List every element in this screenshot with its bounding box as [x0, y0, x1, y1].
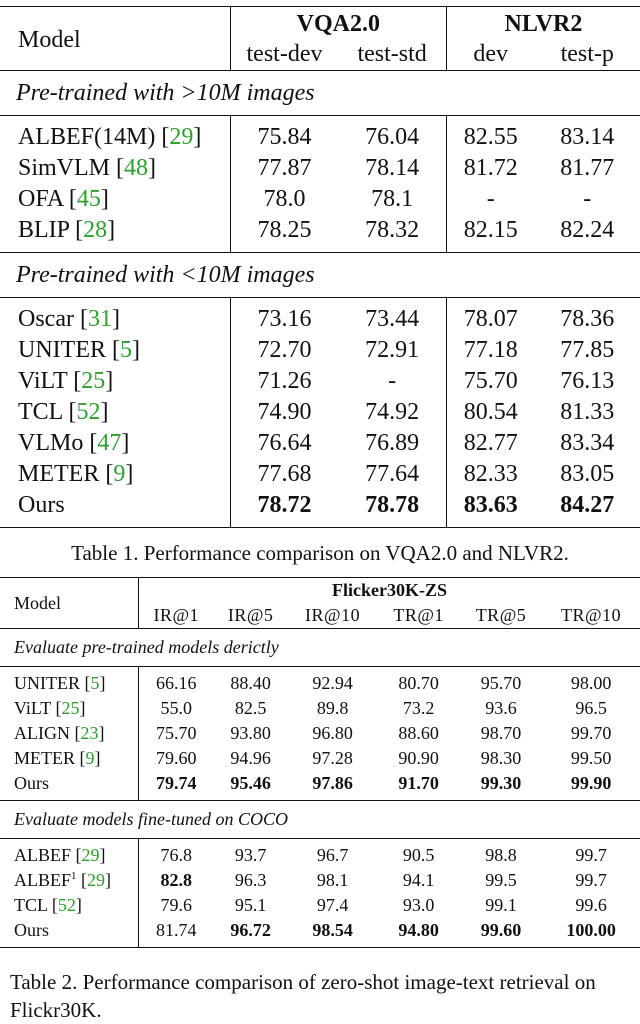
model-name: Oscar: [18, 306, 74, 332]
value-cell: 97.28: [288, 746, 378, 771]
value-cell: 98.70: [460, 721, 542, 746]
model-name: METER: [18, 461, 99, 487]
value-cell: 75.84: [230, 116, 338, 154]
table2-section-title: Evaluate pre-trained models derictly: [0, 629, 640, 667]
value-cell: 78.14: [338, 153, 446, 184]
table-row: [0, 918, 640, 948]
value-cell: 81.74: [139, 918, 214, 948]
value-cell: 89.8: [288, 696, 378, 721]
model-name: TCL: [18, 399, 62, 425]
model-name-cell: [0, 490, 230, 528]
table2-subheader: IR@10: [288, 603, 378, 629]
value-cell: 99.7: [542, 868, 640, 893]
model-name: ALIGN: [14, 723, 70, 743]
citation-link[interactable]: 9: [86, 748, 95, 768]
model-name: METER: [14, 748, 75, 768]
value-cell: 88.60: [377, 721, 459, 746]
citation-link[interactable]: 25: [81, 368, 105, 394]
value-cell: 80.54: [446, 397, 534, 428]
value-cell: 72.70: [230, 335, 338, 366]
table-row: [0, 366, 640, 397]
value-cell: 77.64: [338, 459, 446, 490]
value-cell: 82.15: [446, 215, 534, 253]
value-cell: 91.70: [377, 771, 459, 801]
value-cell: 76.04: [338, 116, 446, 154]
model-name-cell: UNITER [5]: [0, 335, 230, 366]
table-row: [0, 335, 640, 366]
value-cell: 73.44: [338, 298, 446, 336]
value-cell: 100.00: [542, 918, 640, 948]
value-cell: 81.77: [535, 153, 640, 184]
table1-caption: Table 1. Performance comparison on VQA2.0 and NLVR2.: [0, 541, 640, 566]
table2-group-flickr: Flicker30K-ZS: [139, 578, 640, 604]
value-cell: -: [446, 184, 534, 215]
value-cell: 99.6: [542, 893, 640, 918]
value-cell: 98.30: [460, 746, 542, 771]
value-cell: 75.70: [446, 366, 534, 397]
model-name-cell: [0, 771, 139, 801]
citation-link[interactable]: 28: [83, 217, 107, 243]
model-name: ALBEF: [14, 870, 71, 890]
model-name: ALBEF: [14, 845, 71, 865]
citation-link[interactable]: 31: [88, 306, 112, 332]
table2-subheader: TR@5: [460, 603, 542, 629]
value-cell: 98.8: [460, 839, 542, 869]
model-name-cell: ALBEF(14M) [29]: [0, 116, 230, 154]
value-cell: 98.1: [288, 868, 378, 893]
model-name-cell: VLMo [47]: [0, 428, 230, 459]
table-row: [0, 771, 640, 801]
table1-group-vqa: VQA2.0: [230, 7, 446, 40]
value-cell: 77.68: [230, 459, 338, 490]
value-cell: 79.6: [139, 893, 214, 918]
table-row: [0, 459, 640, 490]
table-row: [0, 397, 640, 428]
value-cell: 76.8: [139, 839, 214, 869]
value-cell: 82.55: [446, 116, 534, 154]
value-cell: 99.90: [542, 771, 640, 801]
citation-link[interactable]: 5: [91, 673, 100, 693]
value-cell: 82.77: [446, 428, 534, 459]
value-cell: 97.86: [288, 771, 378, 801]
model-name: UNITER: [14, 673, 80, 693]
table2-subheader: IR@5: [214, 603, 288, 629]
value-cell: 80.70: [377, 667, 459, 697]
value-cell: 81.72: [446, 153, 534, 184]
table-row: [0, 116, 640, 154]
table1-group-header-row: [0, 7, 640, 40]
table-row: [0, 428, 640, 459]
table-row: [0, 746, 640, 771]
value-cell: -: [535, 184, 640, 215]
value-cell: 95.1: [214, 893, 288, 918]
value-cell: 90.5: [377, 839, 459, 869]
value-cell: 66.16: [139, 667, 214, 697]
value-cell: 75.70: [139, 721, 214, 746]
table2-group-header-row: [0, 578, 640, 604]
table-row: [0, 667, 640, 697]
value-cell: 77.85: [535, 335, 640, 366]
model-name-cell: SimVLM [48]: [0, 153, 230, 184]
model-name: SimVLM: [18, 155, 110, 181]
value-cell: 95.70: [460, 667, 542, 697]
model-name-cell: ALBEF$^1$ [29]: [0, 868, 139, 893]
value-cell: 55.0: [139, 696, 214, 721]
value-cell: 96.3: [214, 868, 288, 893]
value-cell: 76.64: [230, 428, 338, 459]
citation-link[interactable]: 5: [120, 337, 132, 363]
value-cell: 74.92: [338, 397, 446, 428]
model-name-cell: ALBEF [29]: [0, 839, 139, 869]
citation-link[interactable]: 47: [97, 430, 121, 456]
value-cell: 73.2: [377, 696, 459, 721]
model-name: UNITER: [18, 337, 106, 363]
model-name: Ours: [18, 492, 65, 518]
value-cell: 74.90: [230, 397, 338, 428]
value-cell: 72.91: [338, 335, 446, 366]
value-cell: 96.5: [542, 696, 640, 721]
value-cell: 79.74: [139, 771, 214, 801]
value-cell: -: [338, 366, 446, 397]
value-cell: 78.07: [446, 298, 534, 336]
citation-link[interactable]: 29: [169, 124, 193, 150]
value-cell: 88.40: [214, 667, 288, 697]
table-row: [0, 153, 640, 184]
value-cell: 78.72: [230, 490, 338, 528]
value-cell: 73.16: [230, 298, 338, 336]
value-cell: 99.60: [460, 918, 542, 948]
table-row: [0, 184, 640, 215]
table2-model-header: Model: [0, 578, 139, 629]
model-name-cell: BLIP [28]: [0, 215, 230, 253]
model-name: BLIP: [18, 217, 69, 243]
model-name-cell: METER [9]: [0, 746, 139, 771]
table2-subheader: IR@1: [139, 603, 214, 629]
citation-link[interactable]: 52: [58, 895, 76, 915]
value-cell: 77.18: [446, 335, 534, 366]
value-cell: 84.27: [535, 490, 640, 528]
table1-group-nlvr: NLVR2: [446, 7, 640, 40]
citation-link[interactable]: 9: [113, 461, 125, 487]
value-cell: 99.70: [542, 721, 640, 746]
value-cell: 96.7: [288, 839, 378, 869]
table1-section-row: [0, 253, 640, 298]
table-row: [0, 721, 640, 746]
model-name: Ours: [14, 920, 49, 940]
value-cell: 99.30: [460, 771, 542, 801]
model-superscript: 1: [71, 870, 77, 882]
value-cell: 78.25: [230, 215, 338, 253]
model-name: ViLT: [18, 368, 67, 394]
value-cell: 83.34: [535, 428, 640, 459]
value-cell: 93.6: [460, 696, 542, 721]
value-cell: 98.00: [542, 667, 640, 697]
table2-subheader: TR@1: [377, 603, 459, 629]
table-flickr-retrieval: [0, 577, 640, 948]
table-row: [0, 215, 640, 253]
model-name-cell: UNITER [5]: [0, 667, 139, 697]
table1-section-title: Pre-trained with >10M images: [0, 71, 640, 116]
model-name-cell: ALIGN [23]: [0, 721, 139, 746]
table1-section-title: Pre-trained with <10M images: [0, 253, 640, 298]
value-cell: 81.33: [535, 397, 640, 428]
value-cell: 79.60: [139, 746, 214, 771]
value-cell: 76.13: [535, 366, 640, 397]
value-cell: 93.7: [214, 839, 288, 869]
model-name-cell: ViLT [25]: [0, 696, 139, 721]
value-cell: 82.8: [139, 868, 214, 893]
citation-link[interactable]: 29: [87, 870, 105, 890]
value-cell: 83.05: [535, 459, 640, 490]
table-row: [0, 839, 640, 869]
value-cell: 82.24: [535, 215, 640, 253]
model-name-cell: [0, 918, 139, 948]
value-cell: 92.94: [288, 667, 378, 697]
value-cell: 82.33: [446, 459, 534, 490]
citation-link[interactable]: 29: [82, 845, 100, 865]
citation-link[interactable]: 25: [61, 698, 79, 718]
citation-link[interactable]: 48: [124, 155, 148, 181]
table1-subheader: test-dev: [230, 39, 338, 71]
table2-section-row: [0, 629, 640, 667]
value-cell: 78.36: [535, 298, 640, 336]
table1-subheader: test-p: [535, 39, 640, 71]
value-cell: 90.90: [377, 746, 459, 771]
model-name: ViLT: [14, 698, 51, 718]
table2-section-title: Evaluate models fine-tuned on COCO: [0, 801, 640, 839]
model-name-cell: Oscar [31]: [0, 298, 230, 336]
value-cell: 78.1: [338, 184, 446, 215]
table2-caption: Table 2. Performance comparison of zero-shot image-text retrieval on Flickr30K.: [0, 968, 640, 1024]
table-row: [0, 893, 640, 918]
citation-link[interactable]: 52: [76, 399, 100, 425]
table1-subheader: dev: [446, 39, 534, 71]
table1-section-row: [0, 71, 640, 116]
value-cell: 96.80: [288, 721, 378, 746]
value-cell: 99.1: [460, 893, 542, 918]
value-cell: 78.0: [230, 184, 338, 215]
value-cell: 94.80: [377, 918, 459, 948]
model-name-cell: METER [9]: [0, 459, 230, 490]
value-cell: 99.50: [542, 746, 640, 771]
value-cell: 71.26: [230, 366, 338, 397]
value-cell: 93.0: [377, 893, 459, 918]
model-name: Ours: [14, 773, 49, 793]
model-name-cell: OFA [45]: [0, 184, 230, 215]
table2-subheader: TR@10: [542, 603, 640, 629]
table-row: [0, 298, 640, 336]
value-cell: 98.54: [288, 918, 378, 948]
value-cell: 78.32: [338, 215, 446, 253]
model-name: OFA: [18, 186, 63, 212]
value-cell: 82.5: [214, 696, 288, 721]
table-vqa-nlvr: [0, 6, 640, 528]
citation-link[interactable]: 23: [81, 723, 99, 743]
value-cell: 83.63: [446, 490, 534, 528]
value-cell: 95.46: [214, 771, 288, 801]
value-cell: 94.96: [214, 746, 288, 771]
model-name-cell: ViLT [25]: [0, 366, 230, 397]
model-name-cell: TCL [52]: [0, 397, 230, 428]
table-row: [0, 696, 640, 721]
table2-section-row: [0, 801, 640, 839]
model-name: VLMo: [18, 430, 83, 456]
table-row: [0, 868, 640, 893]
value-cell: 96.72: [214, 918, 288, 948]
model-name-cell: TCL [52]: [0, 893, 139, 918]
model-name: ALBEF(14M): [18, 124, 155, 150]
model-name: TCL: [14, 895, 47, 915]
citation-link[interactable]: 45: [77, 186, 101, 212]
table-row: [0, 490, 640, 528]
value-cell: 99.7: [542, 839, 640, 869]
value-cell: 83.14: [535, 116, 640, 154]
value-cell: 93.80: [214, 721, 288, 746]
table1-model-header: Model: [0, 7, 230, 71]
value-cell: 76.89: [338, 428, 446, 459]
value-cell: 94.1: [377, 868, 459, 893]
value-cell: 77.87: [230, 153, 338, 184]
table1-subheader: test-std: [338, 39, 446, 71]
value-cell: 99.5: [460, 868, 542, 893]
value-cell: 78.78: [338, 490, 446, 528]
value-cell: 97.4: [288, 893, 378, 918]
